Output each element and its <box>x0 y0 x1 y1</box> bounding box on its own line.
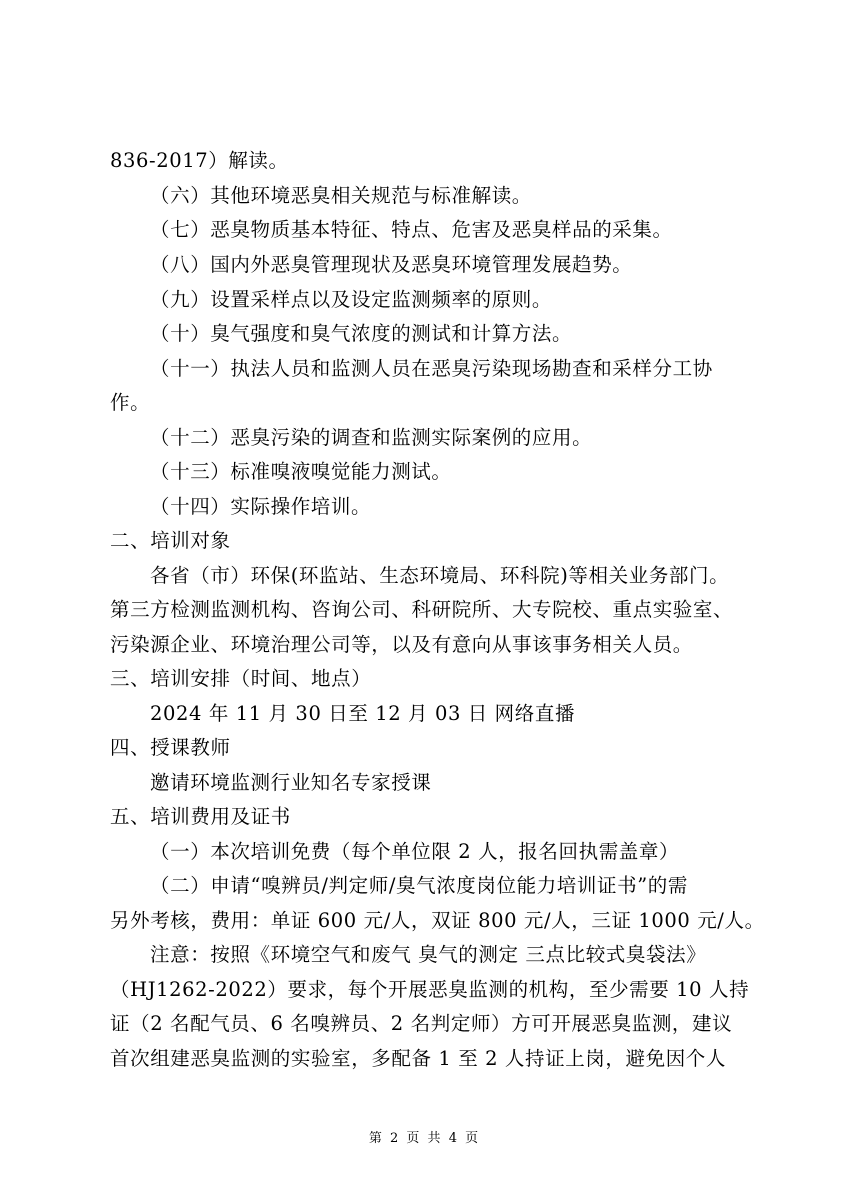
text-line: （一）本次培训免费（每个单位限 2 人，报名回执需盖章） <box>150 840 680 863</box>
text-line: 另外考核，费用：单证 600 元/人，双证 800 元/人，三证 1000 元/人。 <box>110 909 765 932</box>
text-line: （六）其他环境恶臭相关规范与标准解读。 <box>150 184 532 207</box>
text-line: 注意：按照《环境空气和废气 臭气的测定 三点比较式臭袋法》 <box>150 943 707 966</box>
text-line: （十）臭气强度和臭气浓度的测试和计算方法。 <box>150 322 573 345</box>
text-line: 作。 <box>110 391 151 414</box>
section-heading: 二、培训对象 <box>110 529 231 552</box>
text-line: （七）恶臭物质基本特征、特点、危害及恶臭样品的采集。 <box>150 218 673 241</box>
text-line: （十二）恶臭污染的调查和监测实际案例的应用。 <box>150 426 593 449</box>
text-line: 证（2 名配气员、6 名嗅辨员、2 名判定师）方可开展恶臭监测，建议 <box>110 1012 733 1035</box>
text-line: 邀请环境监测行业知名专家授课 <box>150 771 432 794</box>
section-heading: 五、培训费用及证书 <box>110 805 291 828</box>
section-heading: 四、授课教师 <box>110 736 231 759</box>
text-line: （十三）标准嗅液嗅觉能力测试。 <box>150 460 452 483</box>
text-line: 各省（市）环保(环监站、生态环境局、环科院)等相关业务部门。 <box>150 564 730 587</box>
page-number: 第 2 页 共 4 页 <box>368 1131 481 1146</box>
text-line: 污染源企业、环境治理公司等，以及有意向从事该事务相关人员。 <box>110 633 693 656</box>
section-heading: 三、培训安排（时间、地点） <box>110 667 372 690</box>
text-line: （十四）实际操作培训。 <box>150 495 372 518</box>
text-line: 首次组建恶臭监测的实验室，多配备 1 至 2 人持证上岗，避免因个人 <box>110 1047 727 1070</box>
text-line: （二）申请“嗅辨员/判定师/臭气浓度岗位能力培训证书”的需 <box>150 874 688 897</box>
text-line: （八）国内外恶臭管理现状及恶臭环境管理发展趋势。 <box>150 253 633 276</box>
text-line: （九）设置采样点以及设定监测频率的原则。 <box>150 288 553 311</box>
text-line: 2024 年 11 月 30 日至 12 月 03 日 网络直播 <box>150 702 576 725</box>
text-line: 第三方检测监测机构、咨询公司、科研院所、大专院校、重点实验室、 <box>110 598 734 621</box>
text-line: 836-2017）解读。 <box>110 149 289 172</box>
text-line: （十一）执法人员和监测人员在恶臭污染现场勘查和采样分工协 <box>150 357 713 380</box>
text-line: （HJ1262-2022）要求，每个开展恶臭监测的机构，至少需要 10 人持 <box>110 978 750 1001</box>
